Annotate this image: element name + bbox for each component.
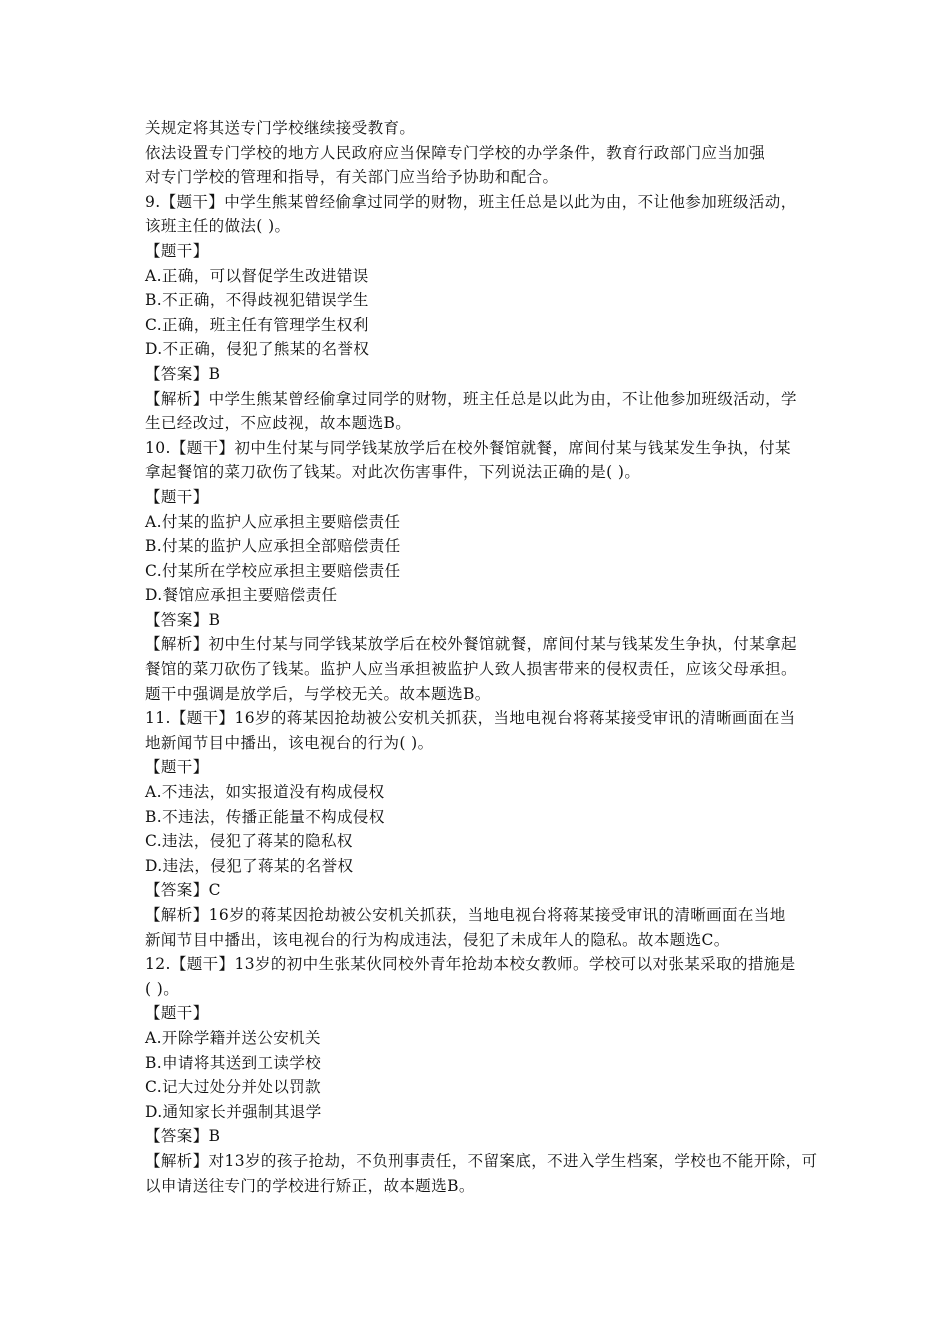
answer: 【答案】B bbox=[145, 1127, 221, 1146]
answer: 【答案】C bbox=[145, 881, 221, 900]
text-line: 依法设置专门学校的地方人民政府应当保障专门学校的办学条件，教育行政部门应当加强 bbox=[145, 143, 766, 162]
explanation: 以申请送往专门的学校进行矫正，故本题选B。 bbox=[145, 1176, 475, 1195]
text-line: 对专门学校的管理和指导，有关部门应当给予协助和配合。 bbox=[145, 168, 559, 187]
option-b: B.申请将其送到工读学校 bbox=[145, 1053, 322, 1072]
option-d: D.通知家长并强制其退学 bbox=[145, 1102, 322, 1121]
option-d: D.违法，侵犯了蒋某的名誉权 bbox=[145, 856, 354, 875]
question-9-stem: 9.【题干】中学生熊某曾经偷拿过同学的财物，班主任总是以此为由，不让他参加班级活动， bbox=[145, 192, 797, 211]
question-11-stem: 11.【题干】16岁的蒋某因抢劫被公安机关抓获，当地电视台将蒋某接受审讯的清晰画面在当 bbox=[145, 709, 796, 728]
explanation: 【解析】16岁的蒋某因抢劫被公安机关抓获，当地电视台将蒋某接受审讯的清晰画面在当地 bbox=[145, 906, 786, 924]
option-c: C.违法，侵犯了蒋某的隐私权 bbox=[145, 832, 353, 851]
option-c: C.记大过处分并处以罚款 bbox=[145, 1078, 322, 1097]
question-11-stem: 地新闻节目中播出，该电视台的行为( )。 bbox=[145, 733, 434, 752]
option-b: B.付某的监护人应承担全部赔偿责任 bbox=[145, 537, 401, 556]
section-label: 【题干】 bbox=[145, 758, 209, 777]
text-line: 关规定将其送专门学校继续接受教育。 bbox=[145, 119, 416, 137]
explanation: 生已经改过，不应歧视，故本题选B。 bbox=[145, 414, 412, 433]
option-b: B.不违法，传播正能量不构成侵权 bbox=[145, 807, 385, 826]
section-label: 【题干】 bbox=[145, 241, 209, 260]
document-body bbox=[145, 116, 825, 1198]
question-9-stem: 该班主任的做法( )。 bbox=[145, 217, 291, 236]
explanation: 【解析】对13岁的孩子抢劫，不负刑事责任，不留案底，不进入学生档案，学校也不能开除，可 bbox=[145, 1151, 818, 1170]
explanation: 餐馆的菜刀砍伤了钱某。监护人应当承担被监护人致人损害带来的侵权责任，应该父母承担。 bbox=[145, 660, 797, 679]
section-label: 【题干】 bbox=[145, 1004, 209, 1023]
option-a: A.正确，可以督促学生改进错误 bbox=[145, 266, 369, 285]
option-a: A.付某的监护人应承担主要赔偿责任 bbox=[145, 512, 401, 531]
question-12-stem: ( )。 bbox=[145, 979, 180, 998]
answer: 【答案】B bbox=[145, 610, 221, 629]
question-12-stem: 12.【题干】13岁的初中生张某伙同校外青年抢劫本校女教师。学校可以对张某采取的措施是 bbox=[145, 955, 796, 974]
option-c: C.正确，班主任有管理学生权利 bbox=[145, 315, 369, 334]
explanation: 【解析】初中生付某与同学钱某放学后在校外餐馆就餐，席间付某与钱某发生争执，付某拿起 bbox=[145, 635, 797, 654]
option-d: D.餐馆应承担主要赔偿责任 bbox=[145, 586, 338, 605]
question-10-stem: 10.【题干】初中生付某与同学钱某放学后在校外餐馆就餐，席间付某与钱某发生争执，付某 bbox=[145, 438, 791, 457]
option-a: A.开除学籍并送公安机关 bbox=[145, 1028, 321, 1047]
option-c: C.付某所在学校应承担主要赔偿责任 bbox=[145, 561, 401, 580]
explanation: 【解析】中学生熊某曾经偷拿过同学的财物，班主任总是以此为由，不让他参加班级活动，学 bbox=[145, 389, 797, 408]
option-b: B.不正确，不得歧视犯错误学生 bbox=[145, 291, 369, 310]
explanation: 题干中强调是放学后，与学校无关。故本题选B。 bbox=[145, 684, 491, 703]
option-a: A.不违法，如实报道没有构成侵权 bbox=[145, 783, 385, 802]
option-d: D.不正确，侵犯了熊某的名誉权 bbox=[145, 340, 370, 359]
question-10-stem: 拿起餐馆的菜刀砍伤了钱某。对此次伤害事件，下列说法正确的是( )。 bbox=[145, 463, 641, 482]
explanation: 新闻节目中播出，该电视台的行为构成违法，侵犯了未成年人的隐私。故本题选C。 bbox=[145, 930, 730, 949]
answer: 【答案】B bbox=[145, 364, 221, 383]
section-label: 【题干】 bbox=[145, 487, 209, 506]
